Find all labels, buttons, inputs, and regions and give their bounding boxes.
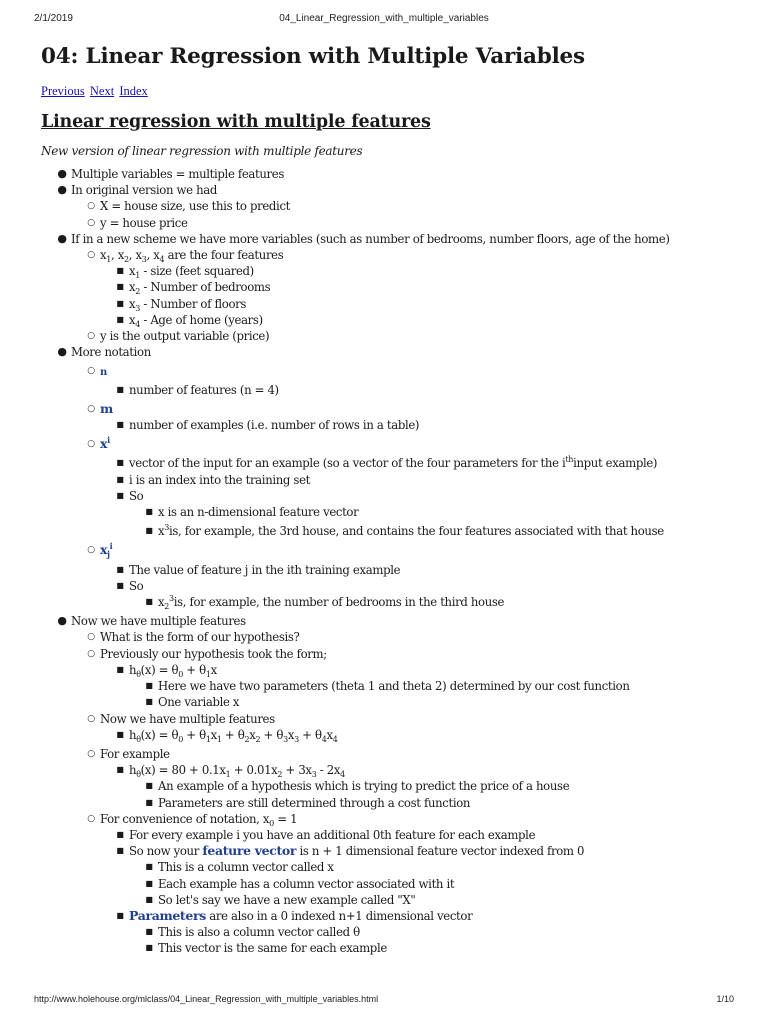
nav-links xyxy=(41,83,738,99)
list-item: ■ $x_4$ - Age of home (years) xyxy=(116,312,263,329)
list-item: ■ The value of feature j in the ith training example xyxy=(116,562,401,577)
list-item: ■ $h_\theta(x) = \theta_0 + \theta_1x$ ■ Here we have two parameters (theta 1 and theta 2) determined by our cost function ■ One variable x xyxy=(99,662,738,711)
list-item: ● Now we have multiple features ○ What is the form of our hypothesis? ○ Previously our hypothesis took the form; ■ $h_\theta(x) = \theta_0 + \theta_1x$ ■ Here we have two parameters (theta 1 and theta 2) determined by our cost function ■ One variable x ○ Now we have multiple features ■ $h_\theta(x) = \theta_0 + \theta_1x_1 + \theta_2x_2 + \theta_3x_3 + \theta_4x_4$ ○ For example ■ $h_\theta(x) = 80 + 0.1x_1 + 0.01x_2 + 3x_3 - 2x_4$ ■ An example of a hypothesis which is trying to predict the price of a house ■ Parameters are still determined through a cost function ○ For convenience of notation, $x_0 = 1$ ■ For every example i you have an additional 0th feature for each example ■ So now your feature vector is n + 1 dimensional feature vector indexed from 0 ■ This is a column vector called x ■ Each example has a column vector associated with it ■ So let's say we have a new example called "X" ■ Parameters are also in a 0 indexed n+1 dimensional vector ■ This is also a column vector called θ ■ This vector is the same for each example xyxy=(41,613,738,956)
list-item: ■ $h_\theta(x) = 80 + 0.1x_1 + 0.01x_2 + 3x_3 - 2x_4$ ■ An example of a hypothesis which is trying to predict the price of a house ■ Parameters are still determined through a cost function xyxy=(99,762,738,811)
list-item: ● More notation ○ n ■ number of features (n = 4) ○ m ■ number of examples (i.e. number of rows in a table) ○ $x^i$ ■ vector of the input for an example (so a vector of the four parameters for the $i^{th}input$ example) ■ i is an index into the training set ■ So ■ x is an n-dimensional feature vector ■ $x^3is$, for example, the 3rd house, and contains the four features associated with that house ○ $x_j^i$ ■ The value of feature j in the ith training example ■ So ■ $x_2^3is$, for example, the number of bedrooms in the third house xyxy=(41,344,738,610)
print-date: 2/1/2019 xyxy=(34,13,73,24)
list-item: ○ Previously our hypothesis took the form; ■ $h_\theta(x) = \theta_0 + \theta_1x$ ■ Here we have two parameters (theta 1 and theta 2) determined by our cost function ■ One variable x xyxy=(70,646,738,711)
print-title: 04_Linear_Regression_with_multiple_variables xyxy=(279,13,489,24)
list-item: ○ For example ■ $h_\theta(x) = 80 + 0.1x_1 + 0.01x_2 + 3x_3 - 2x_4$ ■ An example of a hypothesis which is trying to predict the price of a house ■ Parameters are still determined through a cost function xyxy=(70,746,738,811)
list-item: ○ $x_1$, $x_2$, $x_3$, $x_4$ are the four features ■ $x_1$ - size (feet squared) ■ $x_2$ - Number of bedrooms ■ $x_3$ - Number of floors ■ $x_4$ - Age of home (years) xyxy=(70,247,738,328)
list-item: ■ $h_\theta(x) = \theta_0 + \theta_1x_1 + \theta_2x_2 + \theta_3x_3 + \theta_4x_4$ xyxy=(116,727,338,744)
next-link[interactable]: Next xyxy=(89,84,115,98)
list-item: ■ An example of a hypothesis which is trying to predict the price of a house xyxy=(145,779,570,794)
list-item: ■ x is an n-dimensional feature vector xyxy=(145,505,359,520)
list-item: ■ $x_3$ - Number of floors xyxy=(116,296,247,313)
page-title: 04: Linear Regression with Multiple Variables xyxy=(41,44,585,69)
print-footer xyxy=(34,994,734,1008)
notes-list xyxy=(41,166,738,957)
list-item: ○ What is the form of our hypothesis? xyxy=(87,630,300,645)
list-item: ○ For convenience of notation, $x_0 = 1$ ■ For every example i you have an additional 0th feature for each example ■ So now your feature vector is n + 1 dimensional feature vector indexed from 0 ■ This is a column vector called x ■ Each example has a column vector associated with it ■ So let's say we have a new example called "X" ■ Parameters are also in a 0 indexed n+1 dimensional vector ■ This is also a column vector called θ ■ This vector is the same for each example xyxy=(70,811,738,957)
list-item: ■ One variable x xyxy=(145,695,240,710)
list-item: ● If in a new scheme we have more variables (such as number of bedrooms, number floors, age of the home) ○ $x_1$, $x_2$, $x_3$, $x_4$ are the four features ■ $x_1$ - size (feet squared) ■ $x_2$ - Number of bedrooms ■ $x_3$ - Number of floors ■ $x_4$ - Age of home (years) ○ y is the output variable (price) xyxy=(41,231,738,344)
section-heading: Linear regression with multiple features xyxy=(41,112,431,132)
list-item: ■ So now your feature vector is n + 1 dimensional feature vector indexed from 0 ■ This is a column vector called x ■ Each example has a column vector associated with it ■ So let's say we have a new example called "X" xyxy=(99,843,738,908)
list-item: ○ $x^i$ ■ vector of the input for an example (so a vector of the four parameters for the $i^{th}input$ example) ■ i is an index into the training set ■ So ■ x is an n-dimensional feature vector ■ $x^3is$, for example, the 3rd house, and contains the four features associated with that house xyxy=(70,436,738,539)
print-header xyxy=(34,13,734,27)
list-item: ○ m ■ number of examples (i.e. number of rows in a table) xyxy=(70,401,738,433)
list-item: ● In original version we had ○ X = house size, use this to predict ○ y = house price xyxy=(41,182,738,231)
list-item: ■ So ■ $x_2^3is$, for example, the number of bedrooms in the third house xyxy=(99,578,738,610)
list-item: ■ This vector is the same for each example xyxy=(145,941,387,956)
list-item: ○ n ■ number of features (n = 4) xyxy=(70,363,738,397)
list-item: ■ vector of the input for an example (so a vector of the four parameters for the $i^{th}input$ example) xyxy=(116,455,658,471)
list-item: ○ y is the output variable (price) xyxy=(87,329,270,344)
list-item: ■ $x_1$ - size (feet squared) xyxy=(116,264,254,281)
list-item: ■ So ■ x is an n-dimensional feature vector ■ $x^3is$, for example, the 3rd house, and contains the four features associated with that house xyxy=(99,488,738,540)
list-item: ○ Now we have multiple features ■ $h_\theta(x) = \theta_0 + \theta_1x_1 + \theta_2x_2 + \theta_3x_3 + \theta_4x_4$ xyxy=(70,711,738,743)
page-number: 1/10 xyxy=(716,994,734,1004)
index-link[interactable]: Index xyxy=(119,84,148,98)
list-item: ■ Here we have two parameters (theta 1 and theta 2) determined by our cost function xyxy=(145,679,630,694)
list-item: ● Multiple variables = multiple features xyxy=(57,167,285,181)
list-item: ■ $x^3is$, for example, the 3rd house, and contains the four features associated with that house xyxy=(145,523,664,539)
list-item: ○ X = house size, use this to predict xyxy=(87,199,290,214)
list-item: ■ This is also a column vector called θ xyxy=(145,925,360,940)
list-item: ■ $x_2^3is$, for example, the number of bedrooms in the third house xyxy=(145,594,505,612)
list-item: ■ This is a column vector called x xyxy=(145,860,334,875)
list-item: ■ For every example i you have an additional 0th feature for each example xyxy=(116,827,536,842)
list-item: ■ number of features (n = 4) xyxy=(116,382,279,397)
list-item: ■ Parameters are still determined through a cost function xyxy=(145,795,471,810)
list-item: ■ Parameters are also in a 0 indexed n+1 dimensional vector ■ This is also a column vector called θ ■ This vector is the same for each example xyxy=(99,908,738,957)
list-item: ○ $x_j^i$ ■ The value of feature j in the ith training example ■ So ■ $x_2^3is$, for example, the number of bedrooms in the third house xyxy=(70,542,738,610)
list-item: ■ Each example has a column vector associated with it xyxy=(145,876,455,891)
print-url: http://www.holehouse.org/mlclass/04_Linear_Regression_with_multiple_variables.html xyxy=(34,994,379,1004)
list-item: ■ number of examples (i.e. number of rows in a table) xyxy=(116,418,420,433)
page-content xyxy=(41,40,738,957)
list-item: ■ So let's say we have a new example called "X" xyxy=(145,892,416,907)
section-subtitle: New version of linear regression with multiple features xyxy=(41,144,363,158)
list-item: ■ i is an index into the training set xyxy=(116,472,310,487)
list-item: ○ y = house price xyxy=(87,215,188,230)
previous-link[interactable]: Previous xyxy=(41,84,85,98)
list-item: ■ $x_2$ - Number of bedrooms xyxy=(116,280,271,297)
